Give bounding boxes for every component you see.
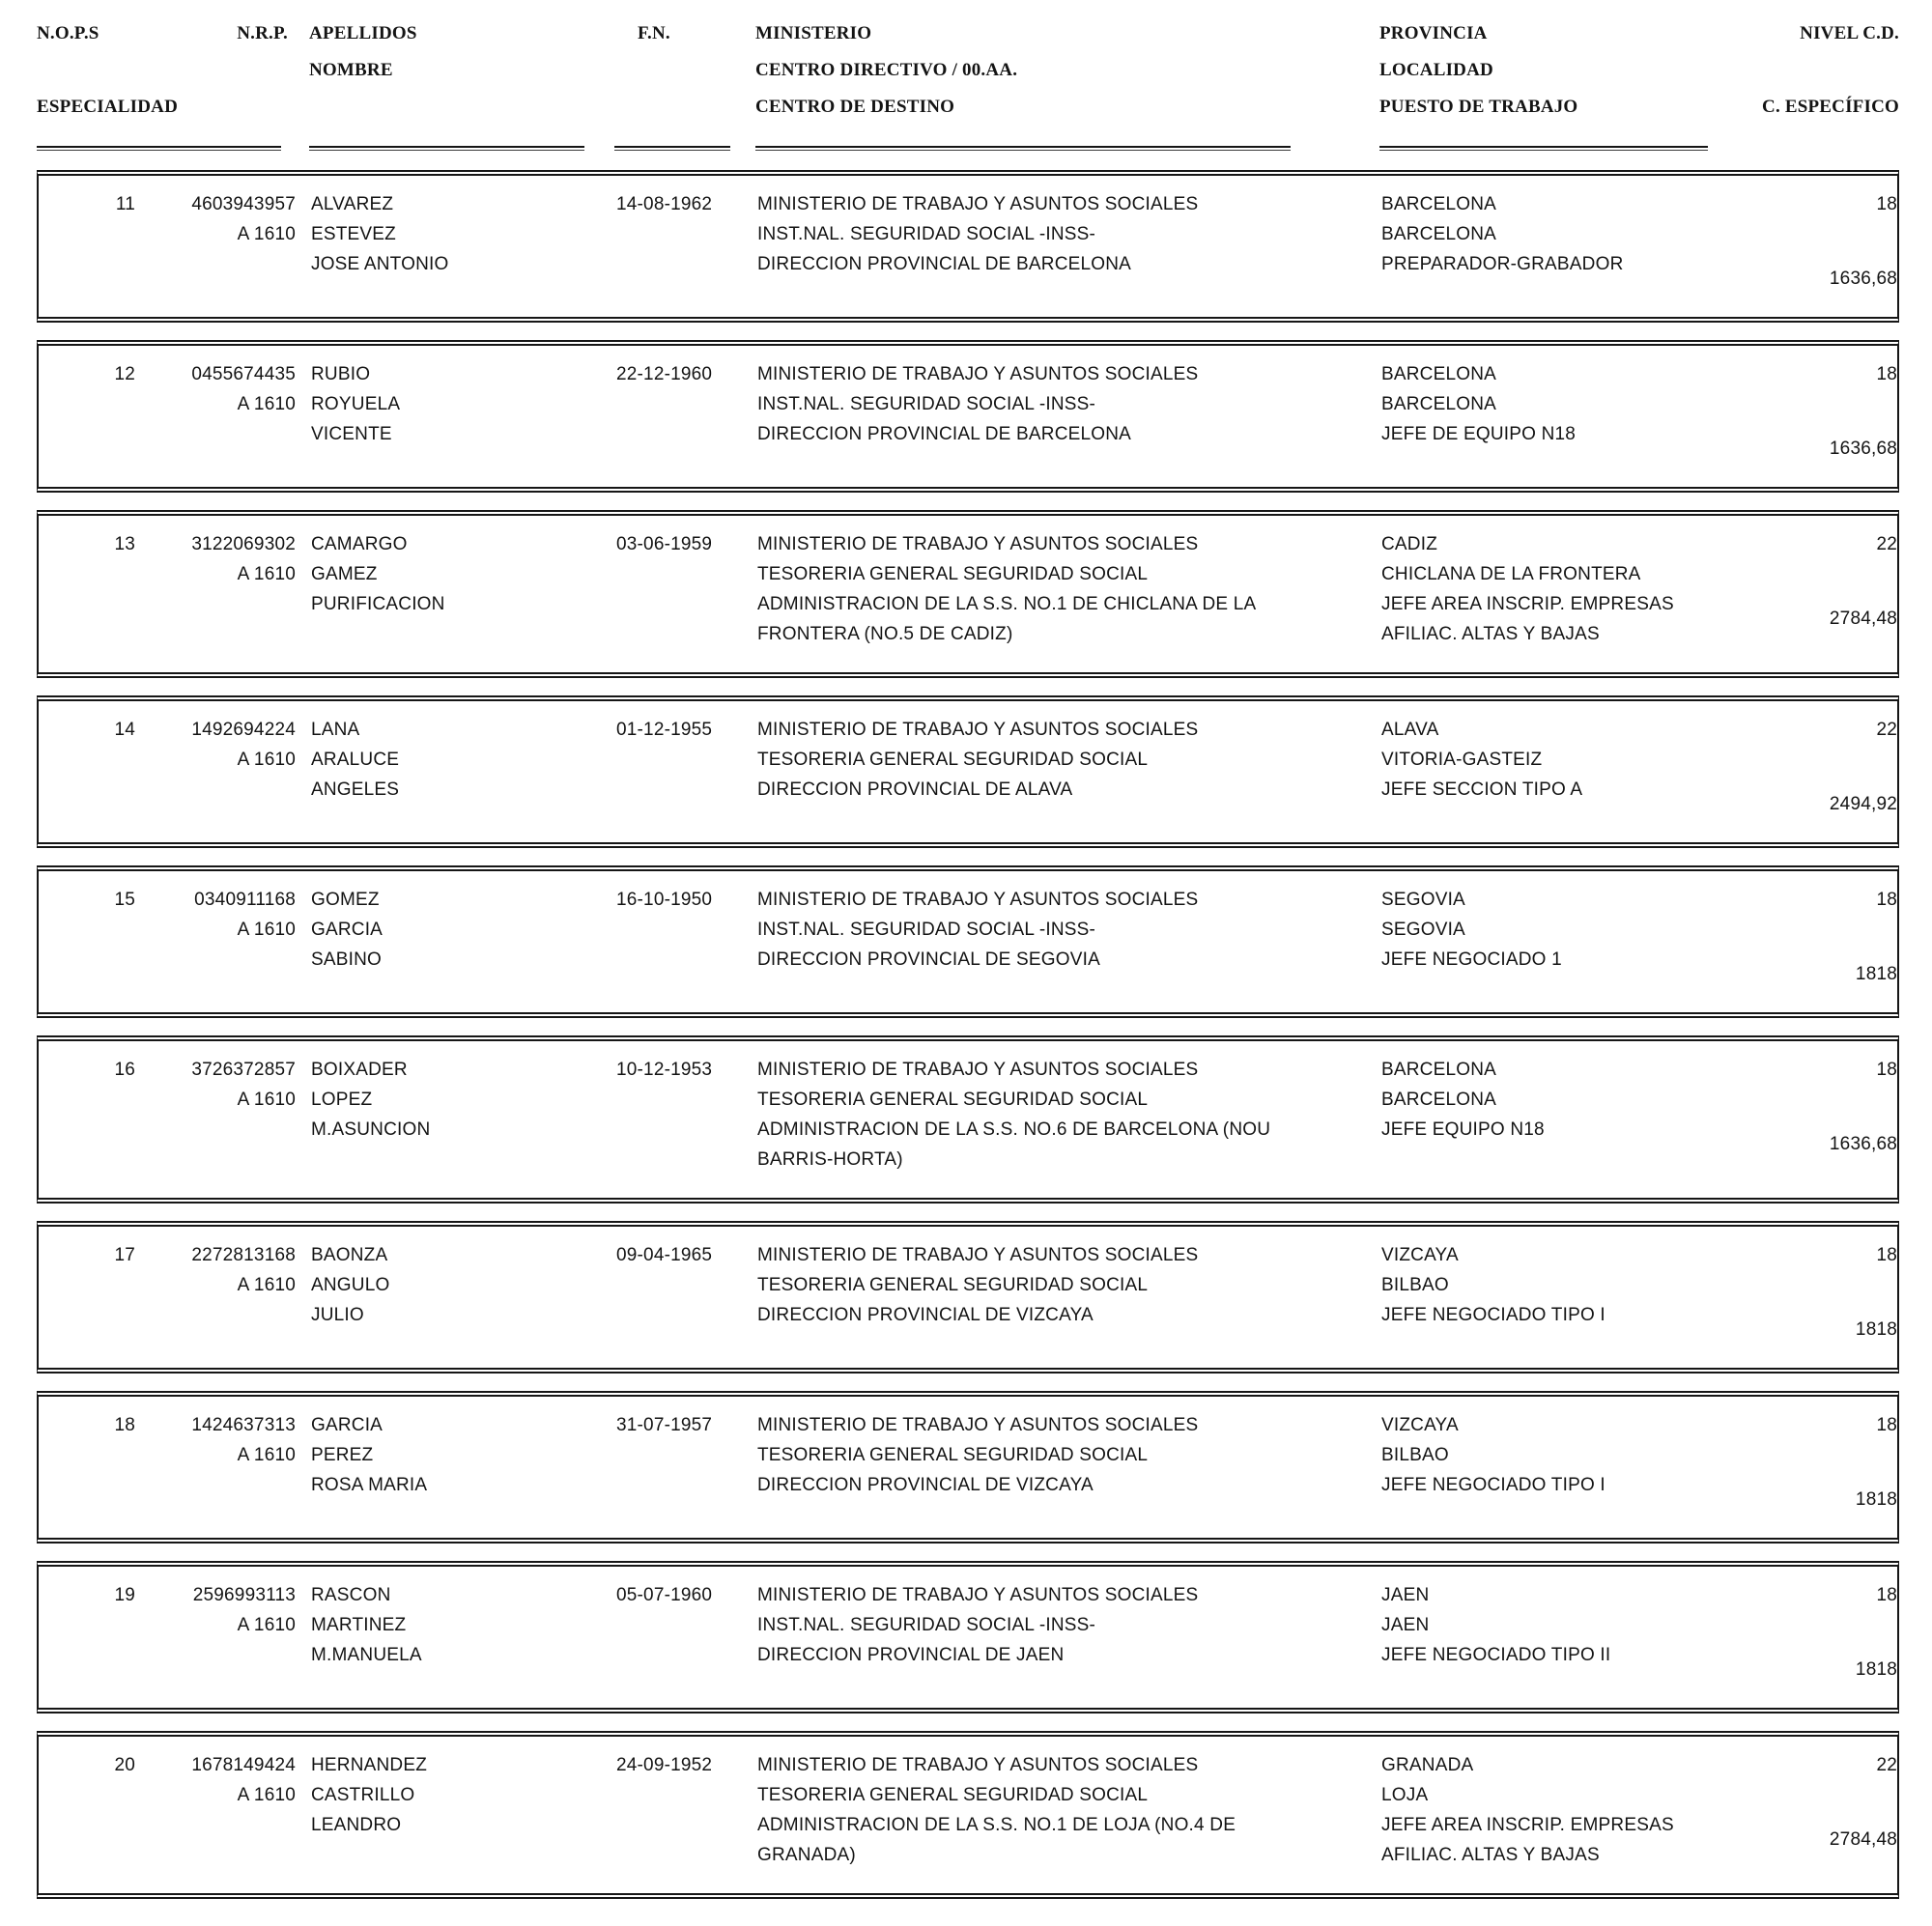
surname1-value: BAONZA [311,1245,388,1265]
given-name-value: ANGELES [311,779,400,800]
specific-complement-value: 1818 [1855,1659,1897,1680]
surname2-value: LOPEZ [311,1090,373,1110]
name-cell [311,1055,601,1175]
level-cell [1754,1410,1897,1515]
header-nivel-cd: NIVEL C.D. [1800,23,1899,43]
nrp-especialidad-cell [151,1580,296,1685]
especialidad-value: A 1610 [237,1615,296,1635]
surname2-value: ARALUCE [311,750,400,770]
table-row [37,340,1899,493]
given-name-value: VICENTE [311,424,392,444]
ministry-value: MINISTERIO DE TRABAJO Y ASUNTOS SOCIALES [757,1415,1199,1435]
especialidad-value: A 1610 [237,394,296,414]
ministry-cell [757,529,1366,649]
name-cell [311,1410,601,1515]
surname2-value: GAMEZ [311,564,378,584]
destination-center-value: ADMINISTRACION DE LA S.S. NO.1 DE LOJA (NO.4 DE GRANADA) [757,1815,1236,1865]
surname1-value: GARCIA [311,1415,384,1435]
especialidad-value: A 1610 [237,1090,296,1110]
location-cell [1381,885,1739,989]
header-fn: F.N. [638,23,670,43]
nrp-value: 2272813168 [191,1245,296,1265]
ministry-value: MINISTERIO DE TRABAJO Y ASUNTOS SOCIALES [757,890,1199,910]
name-cell [311,529,601,649]
ministry-value: MINISTERIO DE TRABAJO Y ASUNTOS SOCIALES [757,194,1199,214]
name-cell [311,359,601,464]
table-row [37,510,1899,678]
nrp-value: 3122069302 [191,534,296,554]
job-title-value: JEFE EQUIPO N18 [1381,1119,1545,1140]
level-cell [1754,715,1897,819]
ministry-value: MINISTERIO DE TRABAJO Y ASUNTOS SOCIALES [757,364,1199,384]
province-value: BARCELONA [1381,194,1497,214]
directive-center-value: INST.NAL. SEGURIDAD SOCIAL -INSS- [757,920,1096,940]
nrp-value: 1492694224 [191,720,296,740]
surname1-value: GOMEZ [311,890,380,910]
ministry-cell [757,1240,1366,1345]
given-name-value: JOSE ANTONIO [311,254,449,274]
level-cell [1754,359,1897,464]
destination-center-value: DIRECCION PROVINCIAL DE BARCELONA [757,424,1132,444]
given-name-value: M.MANUELA [311,1645,422,1665]
header-centro-directivo: CENTRO DIRECTIVO / 00.AA. [755,60,1018,80]
given-name-value: PURIFICACION [311,594,445,614]
level-cell [1754,885,1897,989]
level-value: 18 [1876,364,1897,384]
specific-complement-value: 2494,92 [1829,794,1897,814]
header-c-especifico: C. ESPECÍFICO [1762,97,1899,117]
level-value: 22 [1876,1755,1897,1775]
surname2-value: CASTRILLO [311,1785,415,1805]
job-title-value: JEFE AREA INSCRIP. EMPRESAS AFILIAC. ALTAS Y BAJAS [1381,1815,1674,1865]
nrp-especialidad-cell [151,529,296,649]
nrp-value: 4603943957 [191,194,296,214]
header-localidad: LOCALIDAD [1379,60,1493,80]
locality-value: SEGOVIA [1381,920,1465,940]
birthdate-value: 05-07-1960 [616,1585,713,1605]
specific-complement-value: 1636,68 [1829,1134,1897,1154]
nops-value: 14 [114,720,135,740]
destination-center-value: DIRECCION PROVINCIAL DE ALAVA [757,779,1073,800]
surname1-value: RASCON [311,1585,391,1605]
level-cell [1754,529,1897,649]
name-cell [311,189,601,294]
job-title-value: JEFE NEGOCIADO TIPO I [1381,1475,1605,1495]
locality-value: BARCELONA [1381,224,1497,244]
level-value: 18 [1876,194,1897,214]
province-value: BARCELONA [1381,1060,1497,1080]
locality-value: BILBAO [1381,1445,1449,1465]
surname1-value: RUBIO [311,364,371,384]
level-cell [1754,1750,1897,1870]
birthdate-value: 03-06-1959 [616,534,713,554]
especialidad-value: A 1610 [237,1275,296,1295]
given-name-value: LEANDRO [311,1815,402,1835]
especialidad-value: A 1610 [237,920,296,940]
directive-center-value: TESORERIA GENERAL SEGURIDAD SOCIAL [757,1445,1149,1465]
ministry-cell [757,1410,1366,1515]
location-cell [1381,1750,1739,1870]
location-cell [1381,1410,1739,1515]
destination-center-value: DIRECCION PROVINCIAL DE VIZCAYA [757,1305,1094,1325]
ministry-value: MINISTERIO DE TRABAJO Y ASUNTOS SOCIALES [757,1755,1199,1775]
level-value: 18 [1876,1245,1897,1265]
especialidad-value: A 1610 [237,224,296,244]
table-row [37,865,1899,1018]
name-cell [311,715,601,819]
surname1-value: HERNANDEZ [311,1755,428,1775]
job-title-value: JEFE NEGOCIADO TIPO II [1381,1645,1611,1665]
province-value: ALAVA [1381,720,1439,740]
directive-center-value: TESORERIA GENERAL SEGURIDAD SOCIAL [757,750,1149,770]
table-row [37,1391,1899,1544]
locality-value: JAEN [1381,1615,1430,1635]
nops-value: 20 [114,1755,135,1775]
header-nops: N.O.P.S [37,23,99,43]
ministry-value: MINISTERIO DE TRABAJO Y ASUNTOS SOCIALES [757,1245,1199,1265]
destination-center-value: ADMINISTRACION DE LA S.S. NO.6 DE BARCELONA (NOU BARRIS-HORTA) [757,1119,1271,1170]
ministry-value: MINISTERIO DE TRABAJO Y ASUNTOS SOCIALES [757,1060,1199,1080]
province-value: VIZCAYA [1381,1415,1459,1435]
name-cell [311,1240,601,1345]
header-underline [37,146,281,151]
directive-center-value: INST.NAL. SEGURIDAD SOCIAL -INSS- [757,1615,1096,1635]
job-title-value: JEFE SECCION TIPO A [1381,779,1583,800]
province-value: SEGOVIA [1381,890,1465,910]
level-value: 18 [1876,890,1897,910]
locality-value: BARCELONA [1381,1090,1497,1110]
surname1-value: LANA [311,720,360,740]
specific-complement-value: 1636,68 [1829,269,1897,289]
surname1-value: BOIXADER [311,1060,408,1080]
destination-center-value: DIRECCION PROVINCIAL DE BARCELONA [757,254,1132,274]
directive-center-value: TESORERIA GENERAL SEGURIDAD SOCIAL [757,1785,1149,1805]
nrp-especialidad-cell [151,715,296,819]
header-apellidos: APELLIDOS [309,23,417,43]
header-provincia: PROVINCIA [1379,23,1488,43]
locality-value: BILBAO [1381,1275,1449,1295]
level-value: 18 [1876,1585,1897,1605]
ministry-cell [757,359,1366,464]
nops-value: 19 [114,1585,135,1605]
nops-value: 11 [115,194,135,214]
nrp-value: 0340911168 [194,890,296,910]
surname2-value: GARCIA [311,920,384,940]
birthdate-value: 24-09-1952 [616,1755,713,1775]
location-cell [1381,1240,1739,1345]
specific-complement-value: 1636,68 [1829,439,1897,459]
directive-center-value: TESORERIA GENERAL SEGURIDAD SOCIAL [757,564,1149,584]
header-underline [755,146,1291,151]
header-underline [1379,146,1708,151]
header-especialidad: ESPECIALIDAD [37,97,178,117]
given-name-value: SABINO [311,949,382,970]
locality-value: LOJA [1381,1785,1429,1805]
job-title-value: JEFE NEGOCIADO 1 [1381,949,1562,970]
destination-center-value: DIRECCION PROVINCIAL DE JAEN [757,1645,1065,1665]
job-title-value: JEFE NEGOCIADO TIPO I [1381,1305,1605,1325]
specific-complement-value: 1818 [1855,1489,1897,1510]
birthdate-value: 16-10-1950 [616,890,713,910]
specific-complement-value: 1818 [1855,964,1897,984]
province-value: JAEN [1381,1585,1430,1605]
level-cell [1754,1580,1897,1685]
level-value: 18 [1876,1060,1897,1080]
ministry-value: MINISTERIO DE TRABAJO Y ASUNTOS SOCIALES [757,534,1199,554]
directive-center-value: INST.NAL. SEGURIDAD SOCIAL -INSS- [757,224,1096,244]
ministry-cell [757,1750,1366,1870]
province-value: CADIZ [1381,534,1437,554]
destination-center-value: DIRECCION PROVINCIAL DE SEGOVIA [757,949,1100,970]
level-cell [1754,189,1897,294]
nops-value: 12 [114,364,135,384]
nops-value: 18 [114,1415,135,1435]
level-value: 22 [1876,534,1897,554]
records-list [37,170,1899,1899]
nrp-value: 3726372857 [191,1060,296,1080]
location-cell [1381,715,1739,819]
header-nombre: NOMBRE [309,60,393,80]
birthdate-value: 14-08-1962 [616,194,713,214]
table-row [37,170,1899,323]
header-underline [614,146,730,151]
destination-center-value: ADMINISTRACION DE LA S.S. NO.1 DE CHICLANA DE LA FRONTERA (NO.5 DE CADIZ) [757,594,1256,644]
province-value: VIZCAYA [1381,1245,1459,1265]
nrp-especialidad-cell [151,189,296,294]
province-value: GRANADA [1381,1755,1474,1775]
table-row [37,695,1899,848]
destination-center-value: DIRECCION PROVINCIAL DE VIZCAYA [757,1475,1094,1495]
nrp-especialidad-cell [151,1750,296,1870]
directive-center-value: TESORERIA GENERAL SEGURIDAD SOCIAL [757,1090,1149,1110]
nops-value: 16 [114,1060,135,1080]
nrp-especialidad-cell [151,1055,296,1175]
job-title-value: JEFE DE EQUIPO N18 [1381,424,1577,444]
ministry-cell [757,885,1366,989]
name-cell [311,1750,601,1870]
table-row [37,1731,1899,1899]
ministry-cell [757,189,1366,294]
header-nrp: N.R.P. [237,23,288,43]
nrp-value: 1678149424 [191,1755,296,1775]
ministry-cell [757,1055,1366,1175]
location-cell [1381,359,1739,464]
name-cell [311,885,601,989]
ministry-value: MINISTERIO DE TRABAJO Y ASUNTOS SOCIALES [757,720,1199,740]
nrp-especialidad-cell [151,359,296,464]
table-row [37,1221,1899,1374]
surname1-value: CAMARGO [311,534,408,554]
nrp-value: 0455674435 [191,364,296,384]
header-puesto-trabajo: PUESTO DE TRABAJO [1379,97,1578,117]
specific-complement-value: 1818 [1855,1319,1897,1340]
header-centro-destino: CENTRO DE DESTINO [755,97,955,117]
directive-center-value: TESORERIA GENERAL SEGURIDAD SOCIAL [757,1275,1149,1295]
level-value: 22 [1876,720,1897,740]
surname2-value: ROYUELA [311,394,401,414]
given-name-value: M.ASUNCION [311,1119,431,1140]
nrp-value: 2596993113 [192,1585,296,1605]
specific-complement-value: 2784,48 [1829,1829,1897,1850]
especialidad-value: A 1610 [237,1445,296,1465]
especialidad-value: A 1610 [237,564,296,584]
nrp-especialidad-cell [151,885,296,989]
especialidad-value: A 1610 [237,1785,296,1805]
location-cell [1381,1055,1739,1175]
specific-complement-value: 2784,48 [1829,609,1897,629]
level-cell [1754,1055,1897,1175]
level-value: 18 [1876,1415,1897,1435]
nops-value: 15 [114,890,135,910]
job-title-value: JEFE AREA INSCRIP. EMPRESAS AFILIAC. ALTAS Y BAJAS [1381,594,1674,644]
location-cell [1381,529,1739,649]
table-header [37,23,1899,162]
birthdate-value: 10-12-1953 [616,1060,713,1080]
nrp-value: 1424637313 [191,1415,296,1435]
ministry-value: MINISTERIO DE TRABAJO Y ASUNTOS SOCIALES [757,1585,1199,1605]
birthdate-value: 31-07-1957 [616,1415,713,1435]
header-ministerio: MINISTERIO [755,23,872,43]
nops-value: 17 [114,1245,135,1265]
surname2-value: MARTINEZ [311,1615,407,1635]
locality-value: CHICLANA DE LA FRONTERA [1381,564,1641,584]
given-name-value: ROSA MARIA [311,1475,428,1495]
location-cell [1381,189,1739,294]
ministry-cell [757,1580,1366,1685]
surname2-value: PEREZ [311,1445,374,1465]
birthdate-value: 09-04-1965 [616,1245,713,1265]
header-underline [309,146,584,151]
directive-center-value: INST.NAL. SEGURIDAD SOCIAL -INSS- [757,394,1096,414]
birthdate-value: 22-12-1960 [616,364,713,384]
surname2-value: ANGULO [311,1275,390,1295]
locality-value: VITORIA-GASTEIZ [1381,750,1543,770]
name-cell [311,1580,601,1685]
given-name-value: JULIO [311,1305,364,1325]
locality-value: BARCELONA [1381,394,1497,414]
surname1-value: ALVAREZ [311,194,394,214]
province-value: BARCELONA [1381,364,1497,384]
location-cell [1381,1580,1739,1685]
nops-value: 13 [114,534,135,554]
job-title-value: PREPARADOR-GRABADOR [1381,254,1624,274]
surname2-value: ESTEVEZ [311,224,396,244]
birthdate-value: 01-12-1955 [616,720,713,740]
especialidad-value: A 1610 [237,750,296,770]
table-row [37,1035,1899,1204]
nrp-especialidad-cell [151,1410,296,1515]
table-row [37,1561,1899,1714]
nrp-especialidad-cell [151,1240,296,1345]
ministry-cell [757,715,1366,819]
level-cell [1754,1240,1897,1345]
